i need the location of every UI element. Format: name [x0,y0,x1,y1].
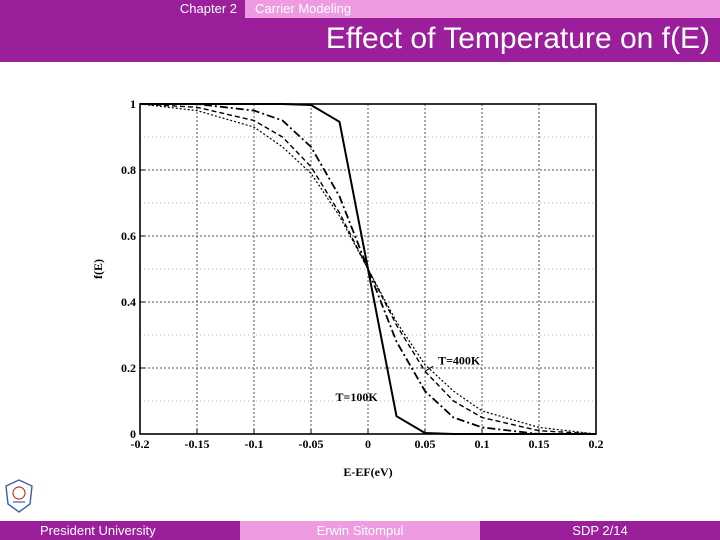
y-axis-label: f(E) [91,259,105,279]
footer-left [0,521,240,540]
x-tick-label: -0.15 [184,437,210,451]
x-tick-label: 0 [365,437,371,451]
chapter-label: Chapter 2 [179,1,237,16]
annotation-t400-leader [425,366,433,371]
fermi-dirac-chart [80,90,640,490]
y-tick-label: 0.6 [121,229,136,243]
y-tick-label: 0.4 [121,295,136,309]
y-tick-label: 0.2 [121,361,136,375]
y-tick-label: 1 [130,97,136,111]
header-topic-bar [245,0,720,18]
footer-university: President University [40,523,156,538]
annotation-t400: T=400K [438,353,481,368]
y-tick-label: 0.8 [121,163,136,177]
title-bar [0,18,720,62]
footer-center [240,521,480,540]
footer-slide-number: SDP 2/14 [572,523,628,538]
x-tick-label: 0.2 [588,437,604,451]
annotation-t100: T=100K [335,390,378,404]
university-crest-icon [4,478,34,514]
footer-author: Erwin Sitompul [316,523,404,538]
footer-right [480,521,720,540]
topic-label: Carrier Modeling [255,1,352,16]
x-tick-label: 0.05 [414,437,436,451]
x-tick-label: 0.15 [528,437,550,451]
x-axis-label: E-EF(eV) [343,465,393,479]
header-chapter-bar [0,0,245,18]
y-tick-label: 0 [130,427,136,441]
x-tick-label: 0.1 [474,437,490,451]
slide-title: Effect of Temperature on f(E) [325,22,710,55]
x-tick-label: -0.05 [298,437,324,451]
x-tick-label: -0.1 [244,437,264,451]
x-tick-label: -0.2 [130,437,150,451]
